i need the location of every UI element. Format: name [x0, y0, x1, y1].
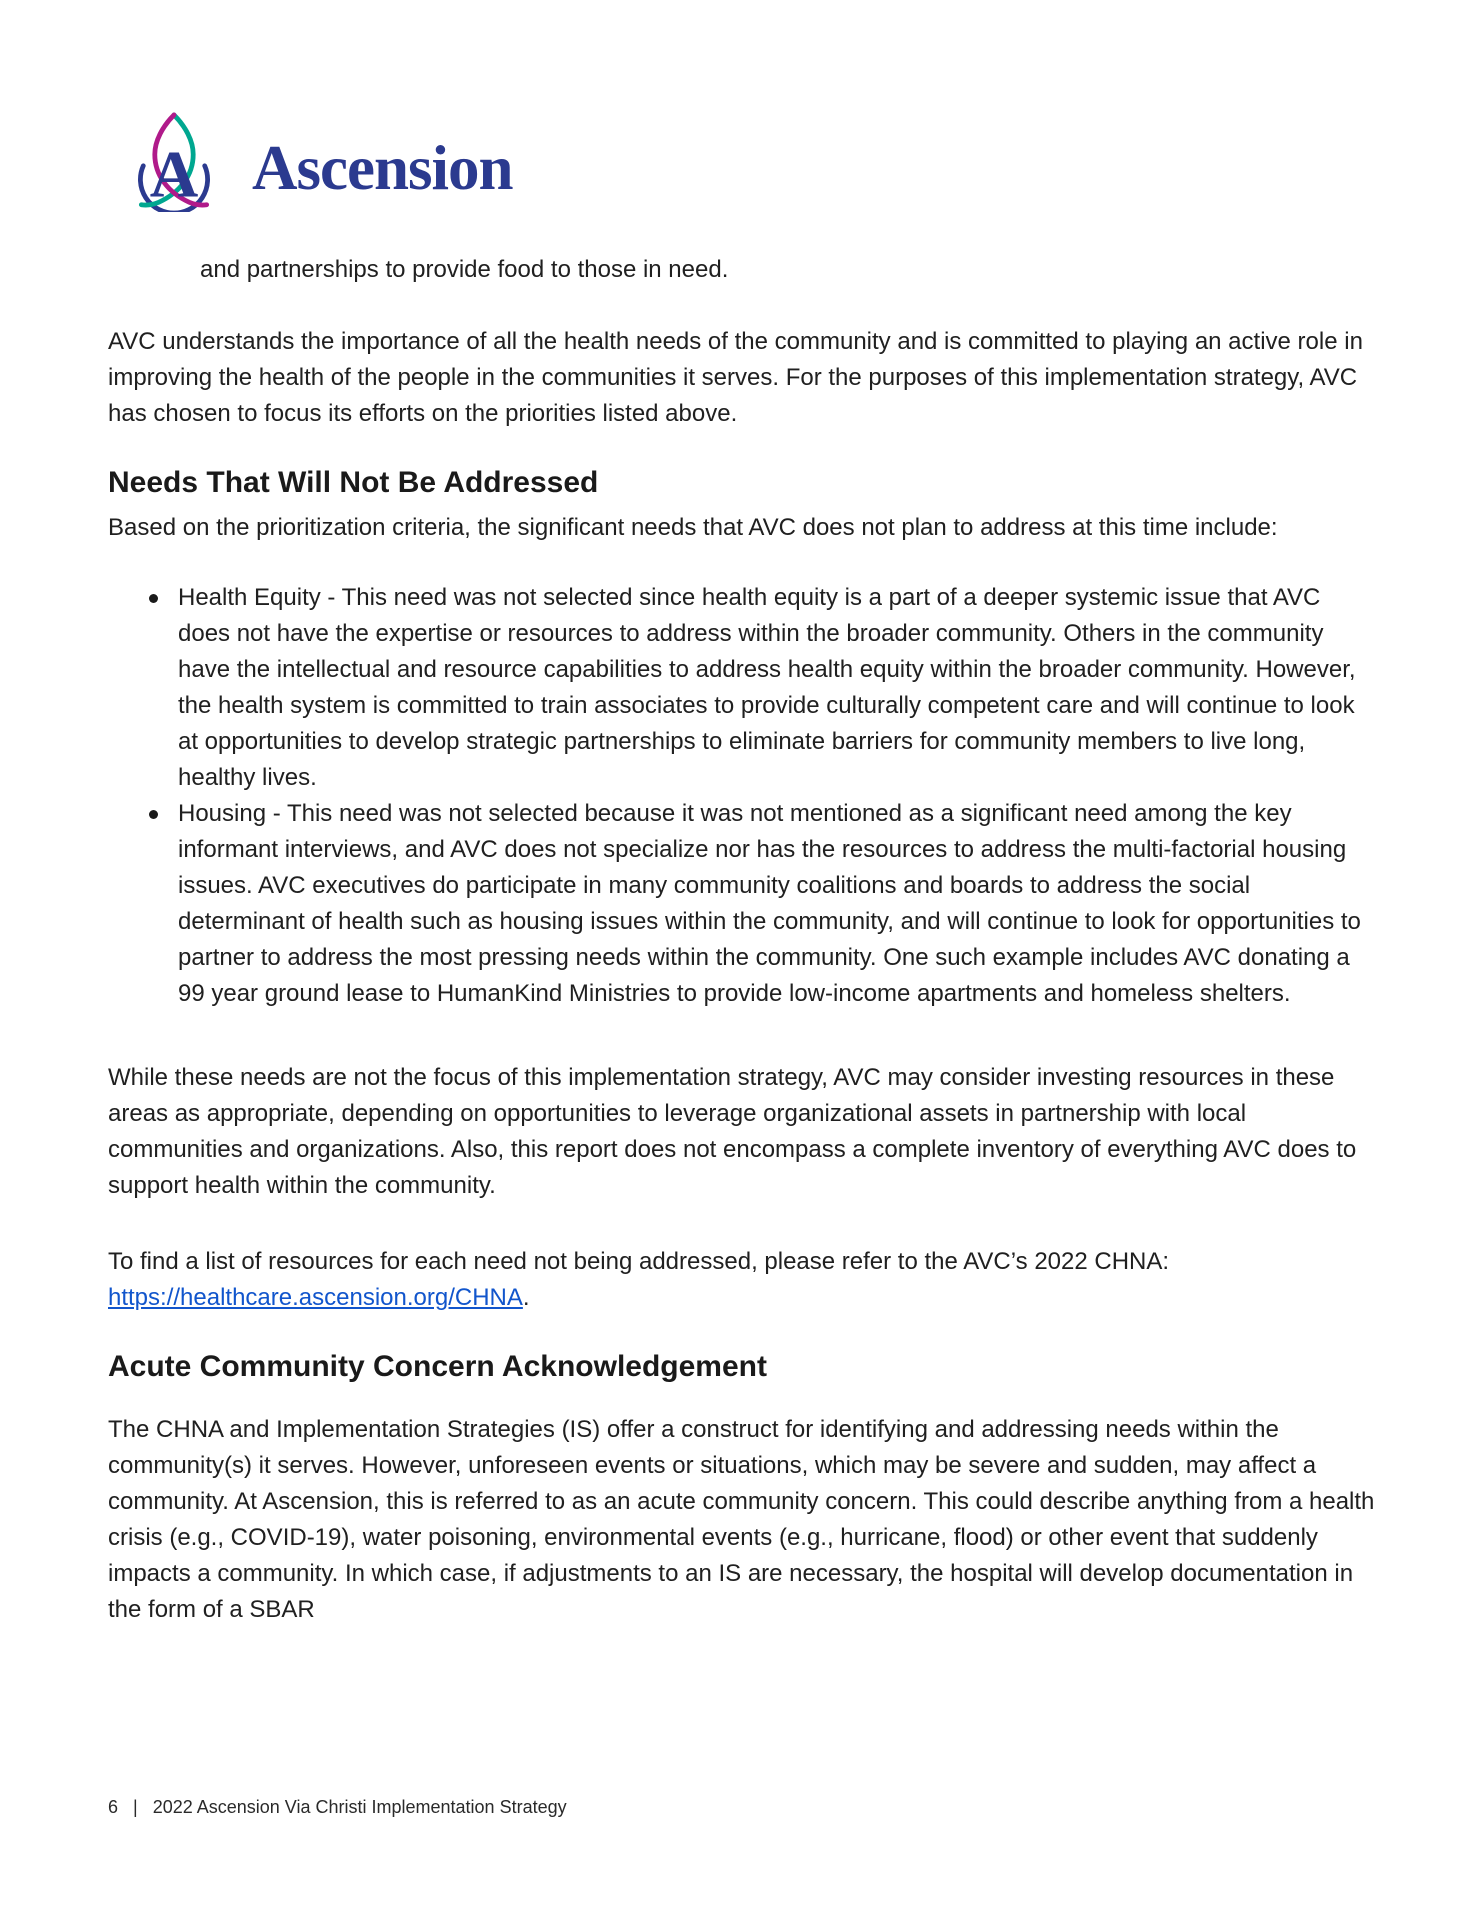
needs-lead-paragraph: Based on the prioritization criteria, the significant needs that AVC does not plan to address at this time include: [108, 514, 1278, 541]
chna-link[interactable]: https://healthcare.ascension.org/CHNA [108, 1284, 523, 1311]
list-item-text: Health Equity - This need was not selected since health equity is a part of a deeper systemic issue that AVC does not have the expertise or resources to address within the broader community. Others in the community have the intellectual and resource capabilities to address health equity within the broader community. However, the health system is committed to train associates to provide culturally competent care and will continue to look at opportunities to develop strategic partnerships to eliminate barriers for community members to live long, healthy lives. [178, 584, 1356, 791]
ascension-logo [108, 112, 1378, 212]
resources-paragraph [108, 1244, 1378, 1316]
intro-paragraph: AVC understands the importance of all the health needs of the community and is committed to playing an active role in improving the health of the people in the communities it serves. For the purposes of this implementation strategy, AVC has chosen to focus its efforts on the priorities listed above. [108, 328, 1363, 427]
svg-text:A: A [149, 136, 199, 212]
list-item-health-equity [178, 580, 1378, 796]
resources-text: To find a list of resources for each need not being addressed, please refer to the AVC’s 2022 CHNA: [108, 1248, 1170, 1275]
ascension-trinity-icon [126, 112, 222, 212]
needs-section-heading: Needs That Will Not Be Addressed [108, 466, 599, 499]
needs-closing-paragraph: While these needs are not the focus of this implementation strategy, AVC may consider investing resources in these areas as appropriate, depending on opportunities to leverage organizational assets in partnership with local communities and organizations. Also, this report does not encompass a complete inventory of everything AVC does to support health within the community. [108, 1064, 1357, 1199]
footer-page-number: 6 [108, 1797, 119, 1817]
needs-not-addressed-list [108, 580, 1378, 1012]
ascension-wordmark: Ascension [252, 132, 513, 203]
bullet-icon [149, 594, 158, 603]
page-footer [108, 1796, 567, 1818]
list-item-housing [178, 796, 1378, 1012]
bullet-icon [149, 810, 158, 819]
acute-paragraph: The CHNA and Implementation Strategies (IS) offer a construct for identifying and addressing needs within the community(s) it serves. However, unforeseen events or situations, which may be severe and sudden, may affect a community. At Ascension, this is referred to as an acute community concern. This could describe anything from a health crisis (e.g., COVID-19), water poisoning, environmental events (e.g., hurricane, flood) or other event that suddenly impacts a community. In which case, if adjustments to an IS are necessary, the hospital will develop documentation in the form of a SBAR [108, 1416, 1375, 1623]
footer-title: 2022 Ascension Via Christi Implementation Strategy [152, 1797, 567, 1817]
acute-section-heading: Acute Community Concern Acknowledgement [108, 1350, 767, 1383]
list-item-text: Housing - This need was not selected because it was not mentioned as a significant need among the key informant interviews, and AVC does not specialize nor has the resources to address the multi-factorial housing issues. AVC executives do participate in many community coalitions and boards to address the social determinant of health such as housing issues within the community, and will continue to look for opportunities to partner to address the most pressing needs within the community. One such example includes AVC donating a 99 year ground lease to HumanKind Ministries to provide low-income apartments and homeless shelters. [178, 800, 1361, 1007]
footer-separator: | [133, 1797, 138, 1817]
resources-link-suffix: . [522, 1284, 530, 1311]
continued-bullet-text: and partnerships to provide food to those in need. [200, 256, 729, 283]
